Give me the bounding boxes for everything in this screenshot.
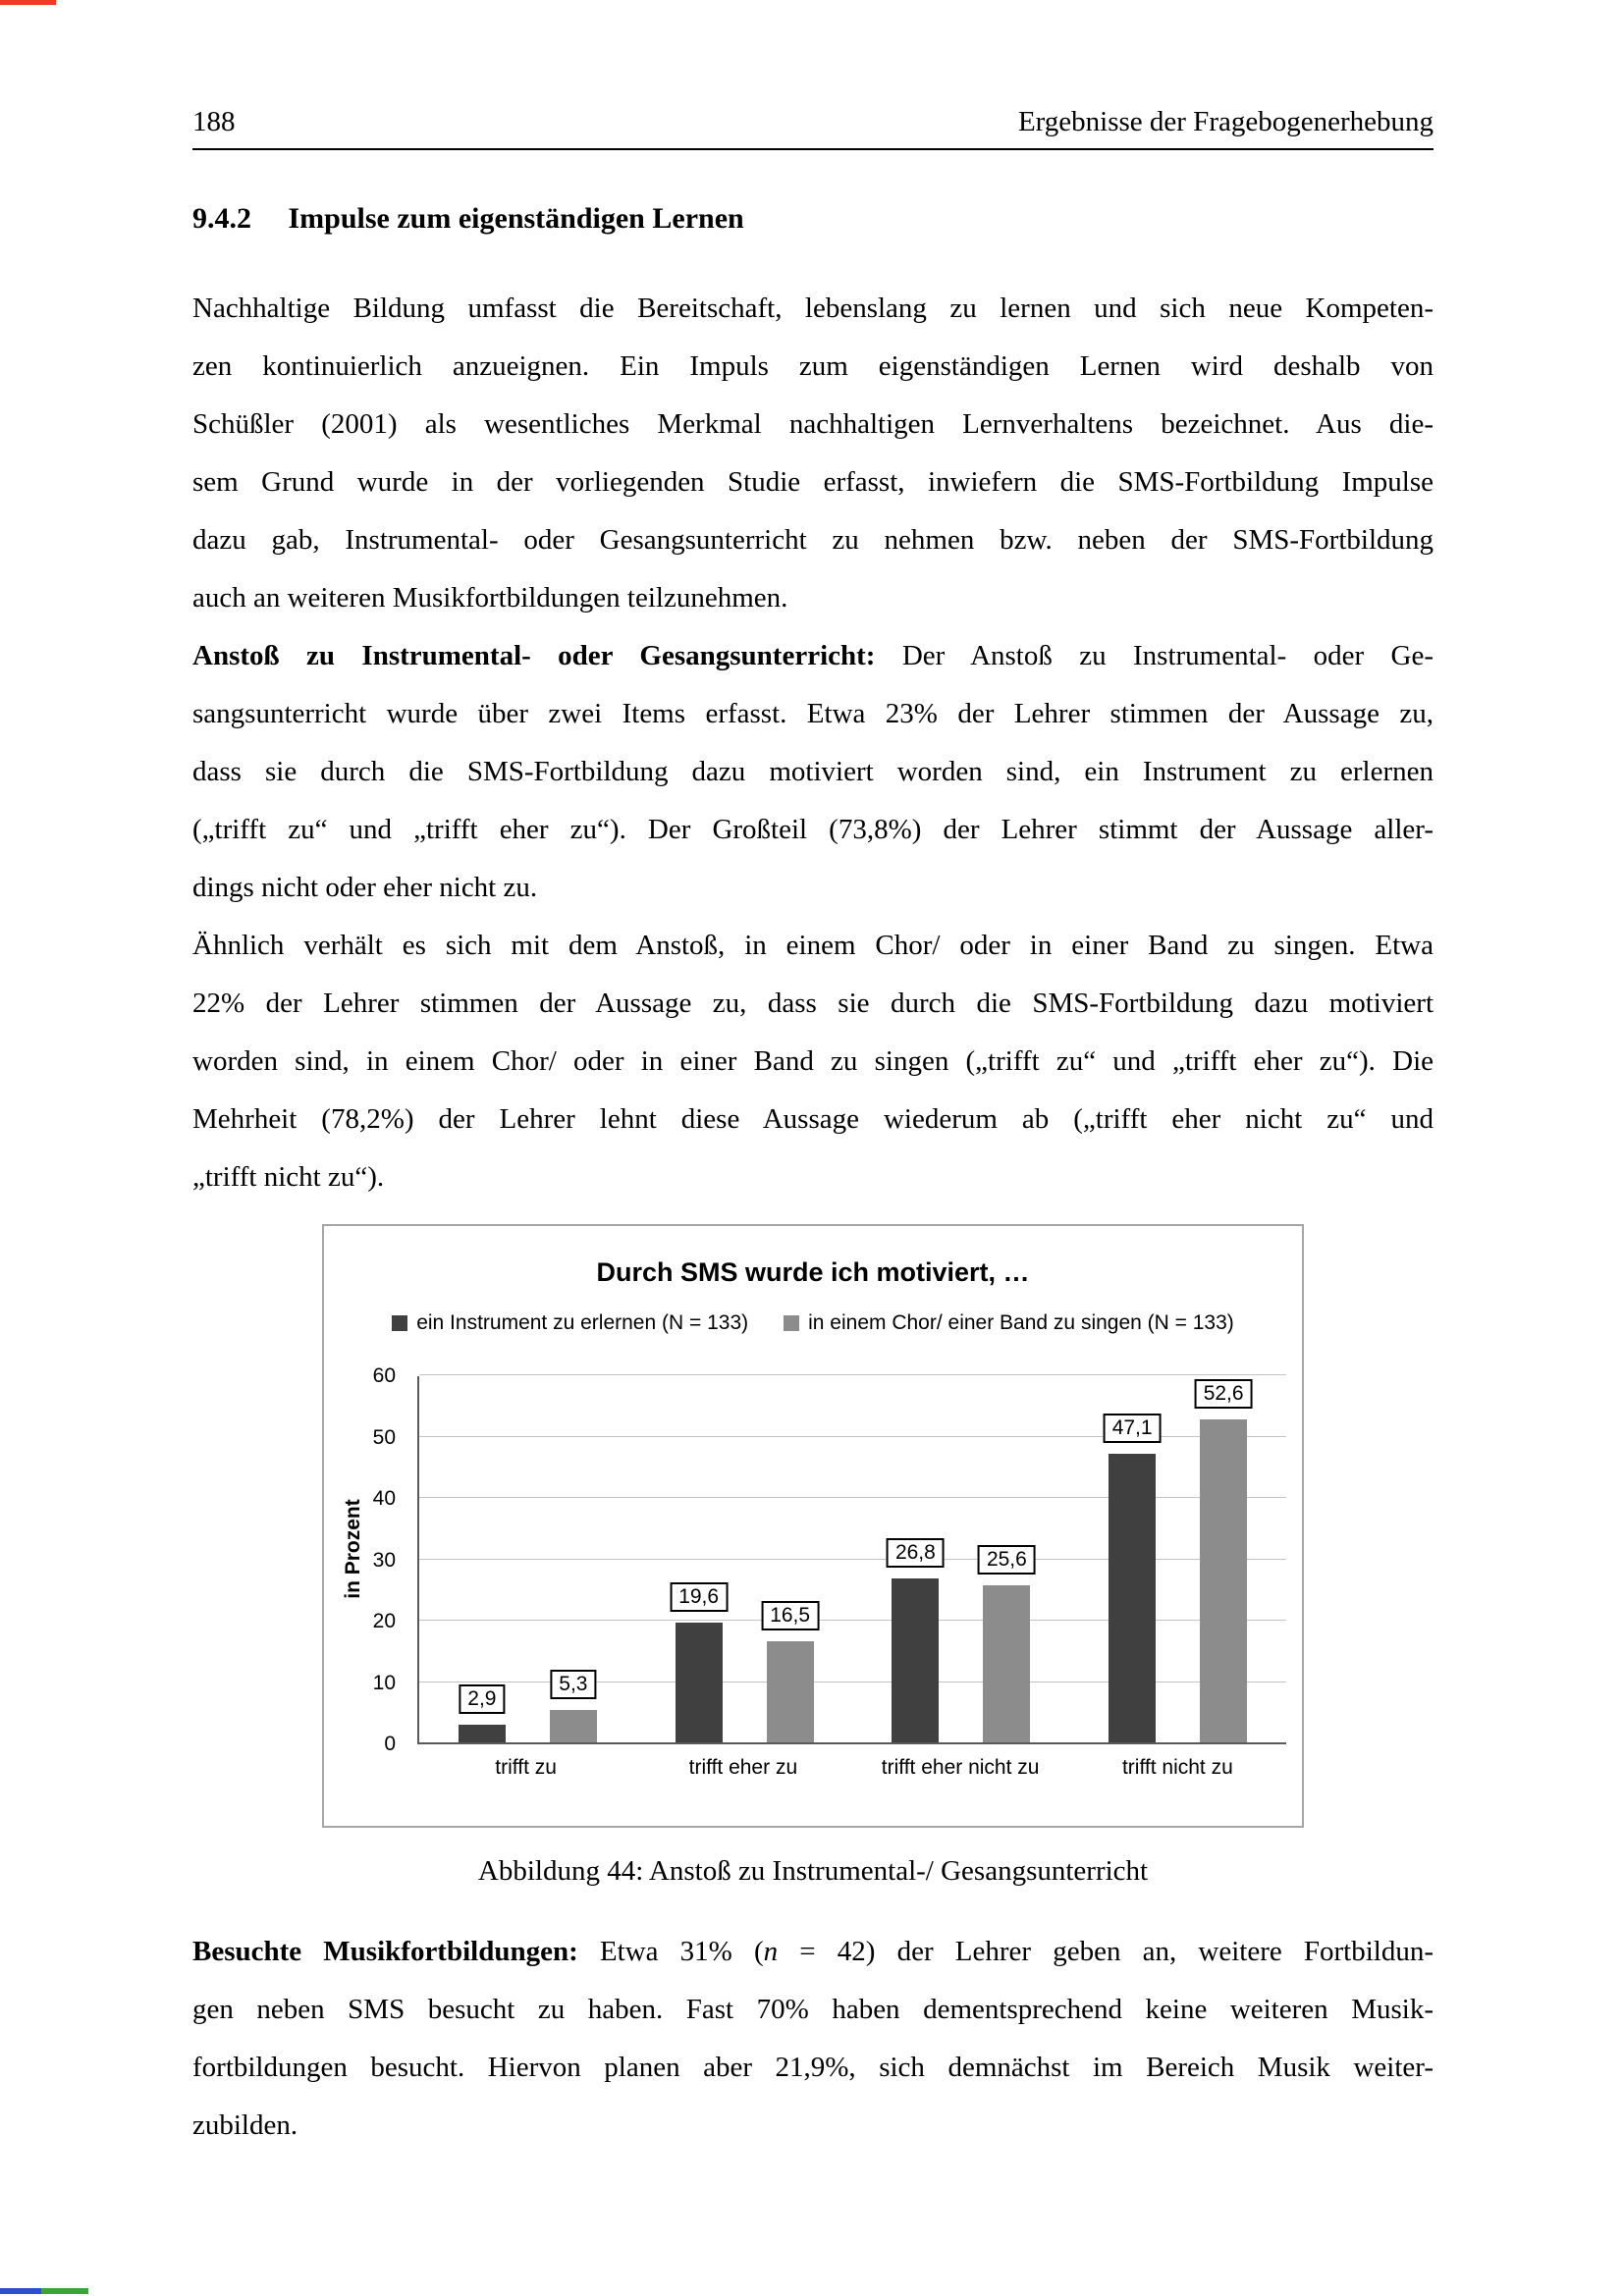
bar-slot — [983, 1376, 1030, 1742]
bar-series1-trifft-zu — [459, 1725, 506, 1742]
y-tick-label-20: 20 — [372, 1610, 396, 1632]
text-line: dass sie durch die SMS-Fortbildung dazu motiviert worden sind, ein Instrument zu erlernen — [192, 756, 1434, 787]
scan-artifact-top-left — [0, 0, 56, 5]
paragraph-2 — [192, 627, 1434, 917]
page-number: 188 — [192, 106, 236, 137]
text-line: sangsunterricht wurde über zwei Items erfasst. Etwa 23% der Lehrer stimmen der Aussage zu, — [192, 698, 1434, 729]
bar-slot — [892, 1376, 939, 1742]
legend-item-series1 — [392, 1311, 748, 1335]
legend-marker-series2 — [784, 1315, 799, 1331]
text-line: sem Grund wurde in der vorliegenden Studie erfasst, inwiefern die SMS-Fortbildung Impulse — [192, 466, 1434, 498]
page-header — [192, 0, 1434, 138]
x-axis — [417, 1756, 1286, 1780]
text-line: Nachhaltige Bildung umfasst die Bereitschaft, lebenslang zu lernen und sich neue Kompeten- — [192, 293, 1434, 324]
bar-series1-trifft-eher-nicht-zu — [892, 1578, 939, 1743]
paragraph-3 — [192, 917, 1434, 1206]
text-line: auch an weiteren Musikfortbildungen teilzunehmen. — [192, 582, 788, 614]
text-run: = 42) der Lehrer geben an, weitere Fortbildun- — [778, 1936, 1434, 1967]
bar-slot — [1109, 1376, 1156, 1742]
y-tick-label-10: 10 — [372, 1671, 396, 1694]
page-content — [192, 0, 1434, 2155]
bar-series2-trifft-zu — [550, 1710, 597, 1742]
bar-value-label: 47,1 — [1104, 1414, 1162, 1443]
bar-slot — [550, 1376, 597, 1742]
text-line: zubilden. — [192, 2109, 298, 2141]
x-category-label-trifft-eher-zu: trifft eher zu — [688, 1756, 798, 1779]
text-line: Mehrheit (78,2%) der Lehrer lehnt diese Aussage wiederum ab („trifft eher nicht zu“ und — [192, 1103, 1434, 1135]
plot-outer — [324, 1364, 1302, 1780]
text-line: Ähnlich verhält es sich mit dem Anstoß, in einem Chor/ oder in einer Band zu singen. Etwa — [192, 930, 1434, 961]
text-line: („trifft zu“ und „trifft eher zu“). Der Großteil (73,8%) der Lehrer stimmt der Aussage aller- — [192, 814, 1434, 845]
section-title: Impulse zum eigenständigen Lernen — [288, 202, 744, 235]
bar-slot — [459, 1376, 506, 1742]
bar-group-trifft-eher-zu — [636, 1376, 853, 1742]
text-line: 22% der Lehrer stimmen der Aussage zu, dass sie durch die SMS-Fortbildung dazu motiviert — [192, 988, 1434, 1019]
italic-n: n — [763, 1936, 779, 1967]
y-tick-label-60: 60 — [372, 1364, 396, 1387]
scan-artifact-bottom-green — [41, 2288, 88, 2294]
y-axis — [356, 1364, 407, 1755]
bar-slot — [767, 1376, 814, 1742]
y-axis-title: in Prozent — [342, 1499, 364, 1599]
chart-legend — [324, 1311, 1302, 1335]
text-line: dings nicht oder eher nicht zu. — [192, 872, 538, 903]
plot-area — [417, 1376, 1286, 1744]
text-line: zen kontinuierlich anzueignen. Ein Impuls zum eigenständigen Lernen wird deshalb von — [192, 350, 1434, 382]
text-line — [192, 627, 1434, 685]
scan-artifact-bottom-blue — [0, 2288, 41, 2294]
chart-title: Durch SMS wurde ich motiviert, … — [596, 1257, 1030, 1287]
bold-lead: Besuchte Musikfortbildungen: — [192, 1936, 578, 1967]
text-line: fortbildungen besucht. Hiervon planen aber 21,9%, sich demnächst im Bereich Musik weiter- — [192, 2052, 1434, 2083]
bar-group-trifft-nicht-zu — [1069, 1376, 1286, 1742]
y-gridline — [419, 1374, 1286, 1375]
section-number: 9.4.2 — [192, 202, 251, 235]
bar-group-trifft-zu — [419, 1376, 636, 1742]
x-category-label-trifft-nicht-zu: trifft nicht zu — [1121, 1756, 1233, 1779]
legend-label-series2: in einem Chor/ einer Band zu singen (N = 133) — [808, 1311, 1234, 1334]
legend-label-series1: ein Instrument zu erlernen (N = 133) — [416, 1311, 749, 1334]
text-line: gen neben SMS besucht zu haben. Fast 70% haben dementsprechend keine weiteren Musik- — [192, 1994, 1434, 2025]
bar-value-label: 5,3 — [550, 1670, 596, 1699]
legend-marker-series1 — [392, 1315, 407, 1331]
running-title: Ergebnisse der Fragebogenerhebung — [1017, 106, 1434, 137]
bar-value-label: 52,6 — [1195, 1379, 1253, 1409]
bar-value-label: 19,6 — [670, 1582, 728, 1612]
bar-series1-trifft-nicht-zu — [1109, 1454, 1156, 1742]
figure-caption: Abbildung 44: Anstoß zu Instrumental-/ Gesangsunterricht — [477, 1855, 1149, 1887]
text-line — [192, 1923, 1434, 1981]
text-run: Der Anstoß zu Instrumental- oder Ge- — [875, 640, 1434, 671]
bar-slot — [676, 1376, 723, 1742]
bar-series1-trifft-eher-zu — [676, 1623, 723, 1743]
text-line: worden sind, in einem Chor/ oder in einer Band zu singen („trifft zu“ und „trifft eher zu“). Die — [192, 1045, 1434, 1077]
y-tick-label-40: 40 — [372, 1487, 396, 1510]
text-line: Schüßler (2001) als wesentliches Merkmal nachhaltigen Lernverhaltens bezeichnet. Aus die- — [192, 408, 1434, 440]
bar-value-label: 26,8 — [887, 1538, 945, 1568]
text-line: „trifft nicht zu“). — [192, 1161, 385, 1193]
paragraph-1 — [192, 280, 1434, 627]
header-rule — [192, 148, 1434, 150]
x-category-label-trifft-eher-nicht-zu: trifft eher nicht zu — [881, 1756, 1040, 1779]
x-category-label-trifft-zu: trifft zu — [495, 1756, 557, 1779]
bar-value-label: 16,5 — [761, 1601, 819, 1630]
plot-wrap — [372, 1364, 1286, 1755]
legend-item-series2 — [784, 1311, 1234, 1335]
bold-lead: Anstoß zu Instrumental- oder Gesangsunterricht: — [192, 640, 876, 671]
section-heading — [192, 201, 1434, 237]
text-line: dazu gab, Instrumental- oder Gesangsunterricht zu nehmen bzw. neben der SMS-Fortbildung — [192, 524, 1434, 556]
y-tick-label-30: 30 — [372, 1548, 396, 1572]
figure-chart — [322, 1224, 1304, 1828]
bar-slot — [1200, 1376, 1247, 1742]
bar-series2-trifft-eher-nicht-zu — [983, 1585, 1030, 1742]
y-tick-label-0: 0 — [384, 1733, 396, 1755]
bar-series2-trifft-nicht-zu — [1200, 1419, 1247, 1742]
paragraph-4 — [192, 1923, 1434, 2155]
bar-group-trifft-eher-nicht-zu — [853, 1376, 1070, 1742]
bar-value-label: 25,6 — [978, 1545, 1036, 1575]
bar-value-label: 2,9 — [459, 1684, 505, 1714]
bar-series2-trifft-eher-zu — [767, 1641, 814, 1742]
text-run: Etwa 31% ( — [577, 1936, 764, 1967]
y-tick-label-50: 50 — [372, 1425, 396, 1449]
